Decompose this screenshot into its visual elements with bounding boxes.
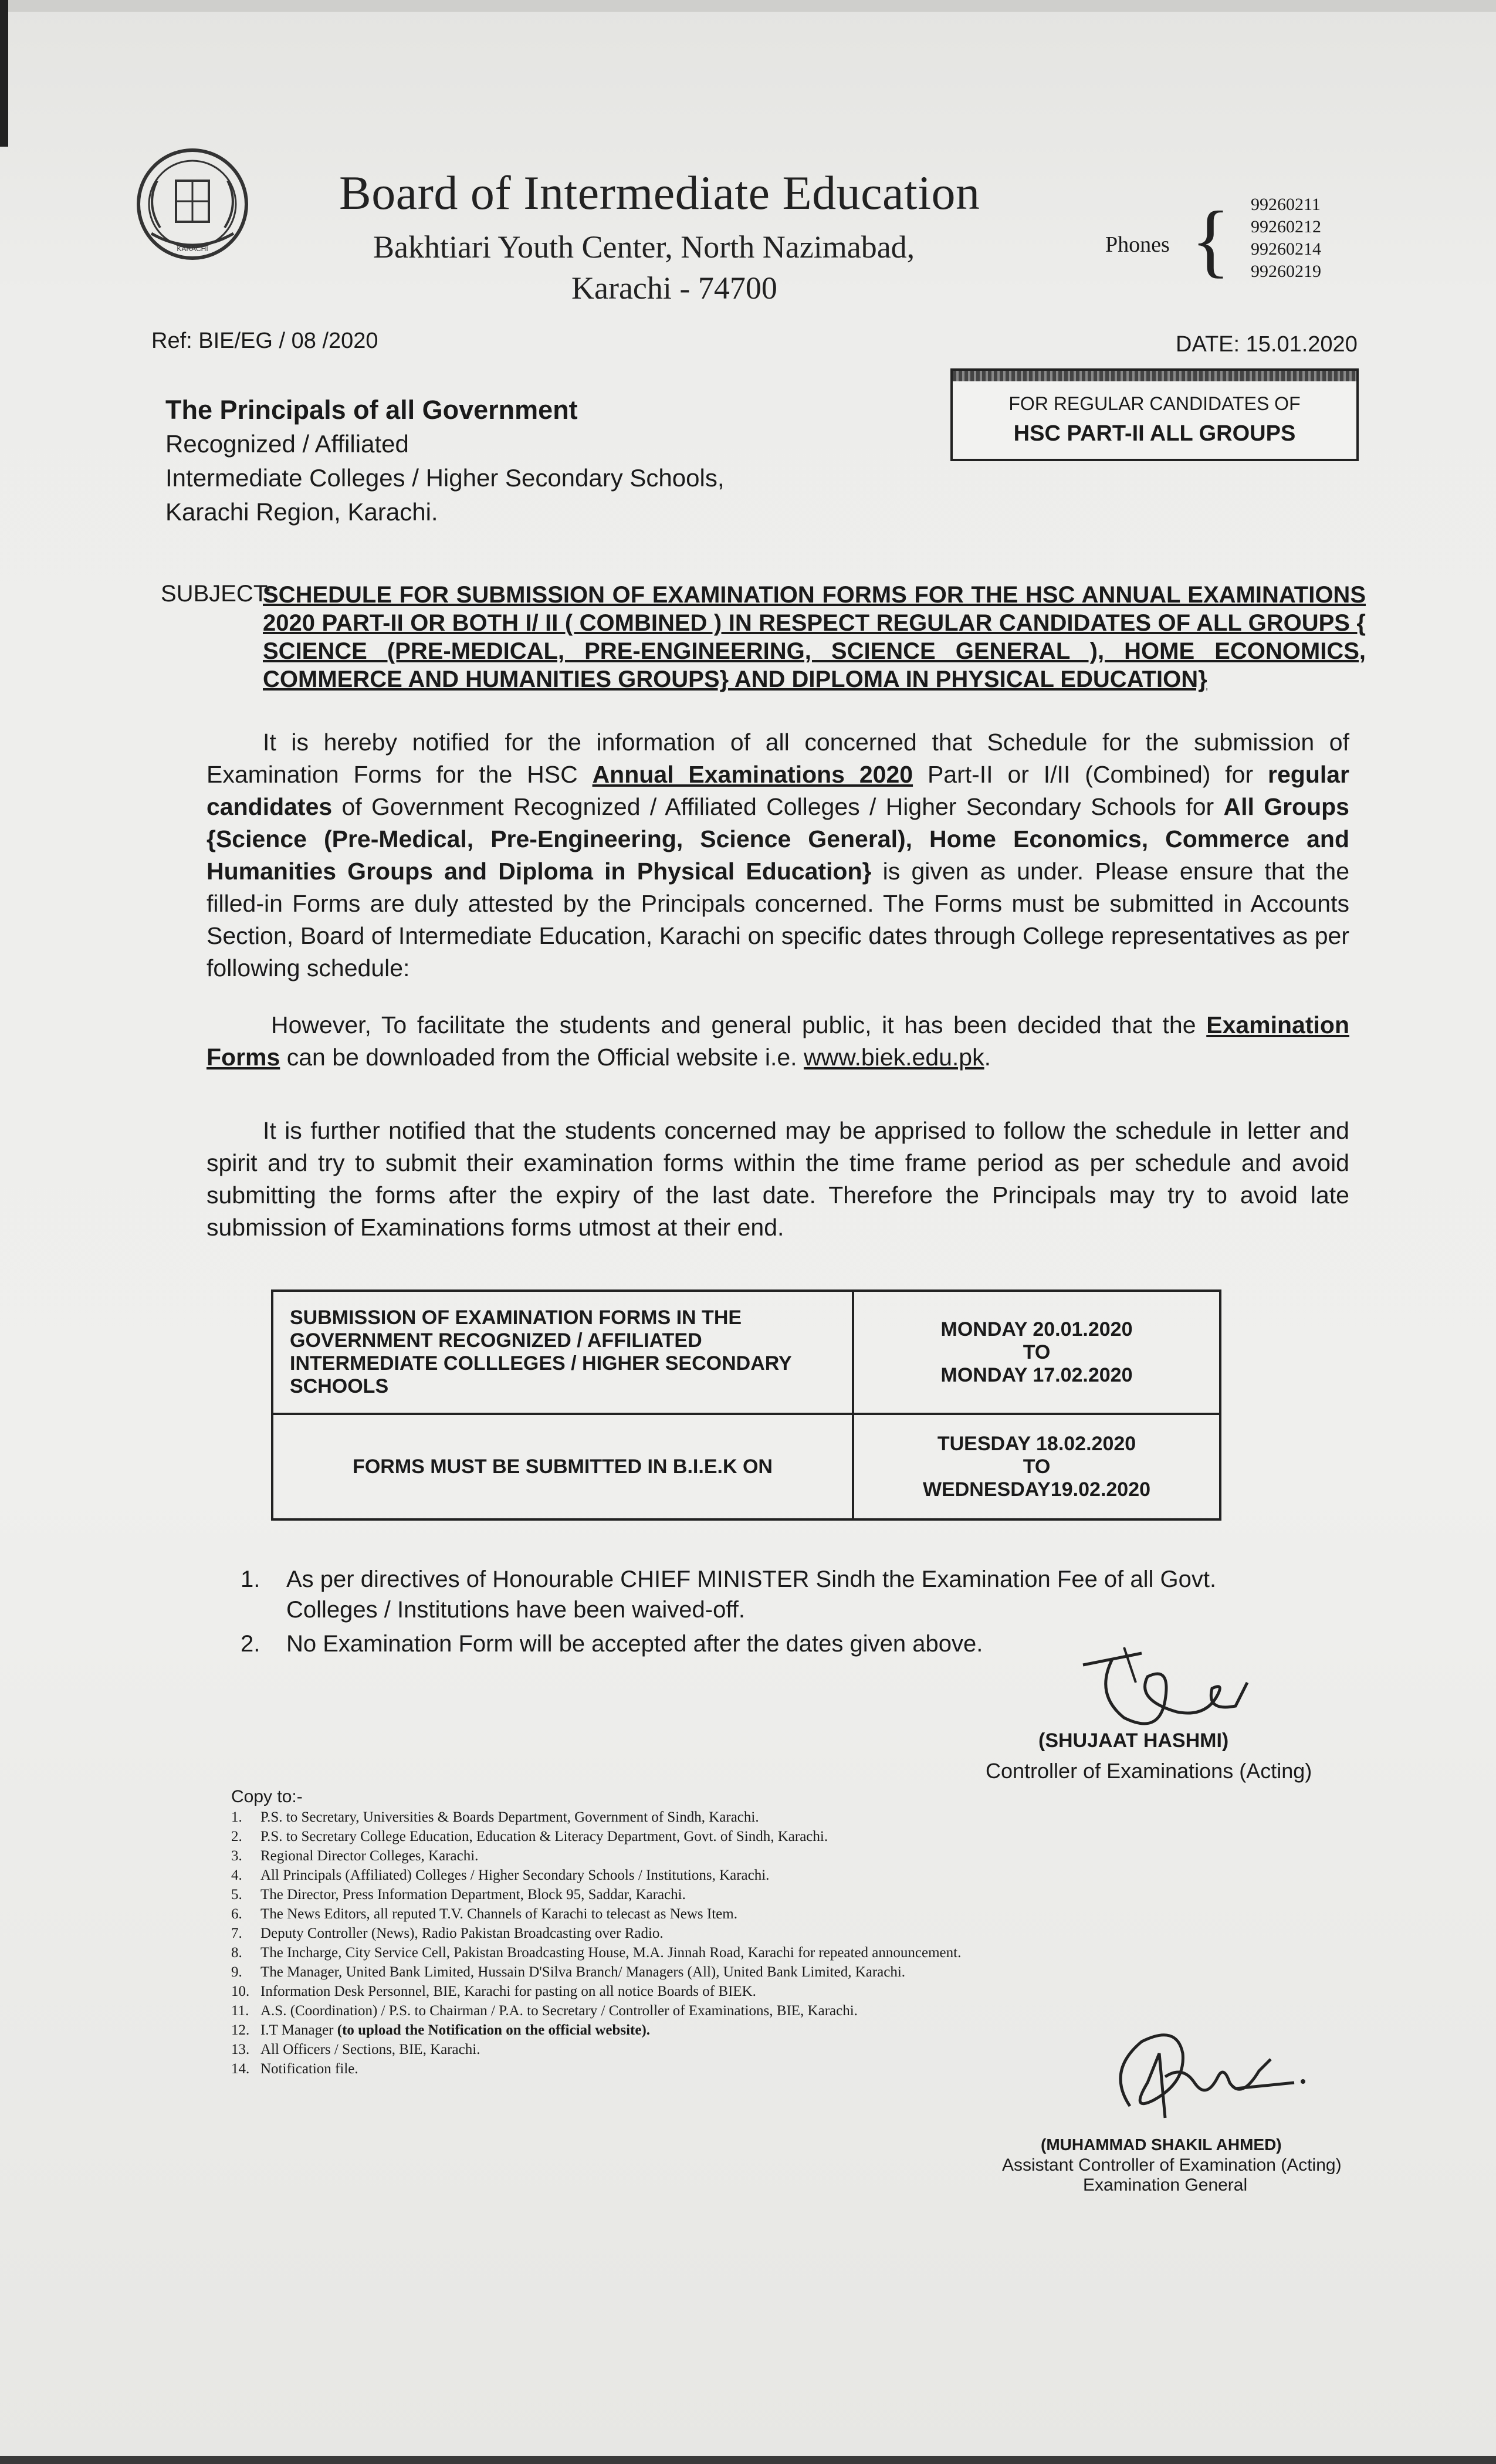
copy-item-text: Notification file. (260, 2061, 358, 2077)
copy-item-number: 2. (231, 1829, 242, 1844)
copy-item-number: 10. (231, 1984, 250, 1999)
signatory-1-name: (SHUJAAT HASHMI) (1038, 1729, 1229, 1752)
schedule-from-date: MONDAY 20.01.2020 (940, 1318, 1133, 1341)
recipient-line-2: Recognized / Affiliated (165, 430, 409, 458)
list-item (231, 1808, 961, 1827)
recipient-line-3: Intermediate Colleges / Higher Secondary Schools, (165, 464, 725, 492)
copy-item-text: The Manager, United Bank Limited, Hussain D'Silva Branch/ Managers (All), United Bank Limited, Karachi. (260, 1964, 906, 1980)
recipient-block (165, 393, 725, 529)
copy-item-number: 13. (231, 2042, 250, 2057)
copy-item-text: P.S. to Secretary College Education, Education & Literacy Department, Govt. of Sindh, Karachi. (260, 1829, 828, 1844)
copy-item-text: P.S. to Secretary, Universities & Boards Department, Government of Sindh, Karachi. (260, 1809, 759, 1825)
subject-label: SUBJECT: (161, 581, 272, 607)
list-item (231, 1846, 961, 1866)
scan-binding-mark (0, 0, 8, 147)
notice-box-line-1: FOR REGULAR CANDIDATES OF (1008, 393, 1301, 414)
scan-edge-top (0, 0, 1496, 12)
para2-text: . (984, 1044, 991, 1071)
copy-item-text: The Director, Press Information Department, Block 95, Saddar, Karachi. (260, 1887, 686, 1903)
schedule-item-dates (853, 1291, 1220, 1414)
recipient-line-1: The Principals of all Government (165, 395, 578, 425)
subject-text: SCHEDULE FOR SUBMISSION OF EXAMINATION FORMS FOR THE HSC ANNUAL EXAMINATIONS 2020 PART-II OR BOTH I/ II ( COMBINED ) IN RESPECT REGULAR CANDIDATES OF ALL GROUPS { SCIENCE (PRE-MEDICAL, PRE-ENGINEERING, SCIENCE GENERAL ), HOME ECONOMICS, COMMERCE AND HUMANITIES GROUPS} AND DIPLOMA IN PHYSICAL EDUCATION} (263, 582, 1366, 692)
list-item (231, 1982, 961, 2001)
para3-text: It is further notified that the students concerned may be apprised to follow the schedule in letter and spirit and try to submit their examination forms within the time frame period as per schedule and avoid submitting the forms after the expiry of the last date. Therefore the Principals may try to avoid late submission of Examinations forms utmost at their end. (207, 1117, 1349, 1241)
schedule-to-word: TO (1023, 1455, 1051, 1478)
signatory-1-title: Controller of Examinations (Acting) (986, 1759, 1312, 1783)
bleed-through-title (352, 264, 364, 317)
paragraph-schedule-notice (207, 726, 1349, 984)
note-text: No Examination Form will be accepted after the dates given above. (286, 1631, 983, 1657)
list-item (231, 1943, 961, 1962)
schedule-item-label: SUBMISSION OF EXAMINATION FORMS IN THE GOVERNMENT RECOGNIZED / AFFILIATED INTERMEDIATE COLLLEGES / HIGHER SECONDARY SCHOOLS (272, 1291, 853, 1414)
schedule-to-date: MONDAY 17.02.2020 (940, 1363, 1133, 1386)
list-item (241, 1564, 1297, 1625)
recipient-line-4: Karachi Region, Karachi. (165, 498, 438, 526)
schedule-item-label: FORMS MUST BE SUBMITTED IN B.I.E.K ON (272, 1414, 853, 1519)
paragraph-further-notice (207, 1115, 1349, 1244)
copy-to-list (231, 1787, 961, 2079)
para2-text: can be downloaded from the Official website i.e. (280, 1044, 804, 1071)
list-item (231, 1827, 961, 1846)
para1-emphasis-exam: Annual Examinations 2020 (592, 761, 913, 788)
para1-text: Part-II or I/II (Combined) for (913, 761, 1268, 788)
copy-item-number: 4. (231, 1867, 242, 1883)
website-link[interactable]: www.biek.edu.pk (803, 1044, 984, 1071)
paragraph-download-info (207, 1009, 1349, 1074)
phones-label: Phones (1105, 232, 1170, 257)
list-item (231, 1885, 961, 1904)
para1-emphasis-regular: regular candidates (207, 761, 1350, 820)
note-text: As per directives of Honourable CHIEF MINISTER Sindh the Examination Fee of all Govt. Colleges / Institutions have been waived-off. (286, 1566, 1217, 1623)
para1-emphasis-groups: All Groups {Science (Pre-Medical, Pre-Engineering, Science General), Home Economics, Commerce and Humanities Groups and Diploma in Physical Education} (207, 793, 1349, 885)
copy-item-number: 12. (231, 2022, 250, 2038)
copy-item-bold-text: (to upload the Notification on the official website). (337, 2022, 651, 2038)
note-number: 2. (241, 1631, 260, 1657)
para2-text: However, To facilitate the students and general public, it has been decided that the (271, 1011, 1207, 1038)
phone-number: 99260219 (1251, 262, 1321, 281)
list-item (231, 1924, 961, 1943)
schedule-table (271, 1289, 1221, 1521)
note-number: 1. (241, 1566, 260, 1592)
list-item (231, 1904, 961, 1924)
candidates-notice-box (950, 368, 1359, 461)
signature-controller (1071, 1641, 1271, 1741)
copy-item-number: 6. (231, 1906, 242, 1922)
copy-item-number: 9. (231, 1964, 242, 1980)
schedule-from-date: TUESDAY 18.02.2020 (937, 1432, 1136, 1455)
address-line-1: Bakhtiari Youth Center, North Nazimabad, (373, 229, 915, 265)
copy-item-text: Information Desk Personnel, BIE, Karachi for pasting on all notice Boards of BIEK. (260, 1984, 756, 1999)
schedule-to-word: TO (1023, 1341, 1051, 1363)
schedule-item-dates (853, 1414, 1220, 1519)
notice-box-stripe (953, 371, 1356, 381)
table-row (272, 1291, 1220, 1414)
list-item (231, 1866, 961, 1885)
copy-item-number: 5. (231, 1887, 242, 1903)
list-item (231, 2040, 961, 2059)
address-line-2: Karachi - 74700 (571, 270, 777, 306)
list-item (231, 2059, 961, 2079)
signatory-2-department: Examination General (1083, 2175, 1248, 2195)
logo-caption: KARACHI (177, 245, 208, 253)
para1-text: of Government Recognized / Affiliated Colleges / Higher Secondary Schools for (332, 793, 1224, 820)
copy-item-number: 3. (231, 1848, 242, 1864)
list-item (231, 1962, 961, 1982)
copy-item-text: A.S. (Coordination) / P.S. to Chairman / P.A. to Secretary / Controller of Examinations, BIE, Karachi. (260, 2003, 858, 2019)
para1-text: is given as under. Please ensure that the filled-in Forms are duly attested by the Principals concerned. The Forms must be submitted in Accounts Section, Board of Intermediate Education, Karachi on specific dates through College representatives as per following schedule: (207, 858, 1350, 981)
signatory-2-name: (MUHAMMAD SHAKIL AHMED) (1041, 2135, 1282, 2154)
copy-item-number: 14. (231, 2061, 250, 2077)
copy-item-text: The Incharge, City Service Cell, Pakistan Broadcasting House, M.A. Jinnah Road, Karachi for repeated announcement. (260, 1945, 962, 1961)
phones-list (1251, 194, 1321, 283)
table-row (272, 1414, 1220, 1519)
schedule-to-date: WEDNESDAY19.02.2020 (922, 1478, 1151, 1501)
copy-item-text: Deputy Controller (News), Radio Pakistan Broadcasting over Radio. (260, 1925, 664, 1941)
phone-number: 99260214 (1251, 239, 1321, 259)
notice-box-line-2: HSC PART-II ALL GROUPS (1013, 421, 1296, 446)
board-logo-emblem (134, 145, 251, 263)
signatory-2-title: Assistant Controller of Examination (Acting) (1002, 2155, 1342, 2175)
para2-emphasis-forms: Examination Forms (207, 1011, 1349, 1071)
signature-assistant-controller (1095, 2018, 1318, 2135)
phone-number: 99260212 (1251, 217, 1321, 236)
copy-to-heading: Copy to:- (231, 1787, 303, 1806)
copy-item-text: I.T Manager (260, 2022, 334, 2038)
copy-item-number: 11. (231, 2003, 249, 2019)
phone-number: 99260211 (1251, 195, 1321, 214)
list-item (231, 2020, 961, 2040)
reference-number: Ref: BIE/EG / 08 /2020 (151, 329, 378, 353)
scan-edge-bottom (0, 2456, 1496, 2464)
copy-item-number: 8. (231, 1945, 242, 1961)
phones-brace-icon: { (1191, 195, 1231, 286)
copy-item-number: 1. (231, 1809, 242, 1825)
copy-item-text: The News Editors, all reputed T.V. Channels of Karachi to telecast as News Item. (260, 1906, 737, 1922)
org-title: Board of Intermediate Education (339, 166, 980, 219)
para1-text: It is hereby notified for the information of all concerned that Schedule for the submission of Examination Forms for the HSC (207, 729, 1349, 788)
list-item (231, 2001, 961, 2020)
copy-item-number: 7. (231, 1925, 242, 1941)
copy-item-text: All Principals (Affiliated) Colleges / Higher Secondary Schools / Institutions, Karachi. (260, 1867, 770, 1883)
copy-item-text: All Officers / Sections, BIE, Karachi. (260, 2042, 480, 2057)
letter-date: DATE: 15.01.2020 (1176, 332, 1358, 357)
copy-item-text: Regional Director Colleges, Karachi. (260, 1848, 479, 1864)
